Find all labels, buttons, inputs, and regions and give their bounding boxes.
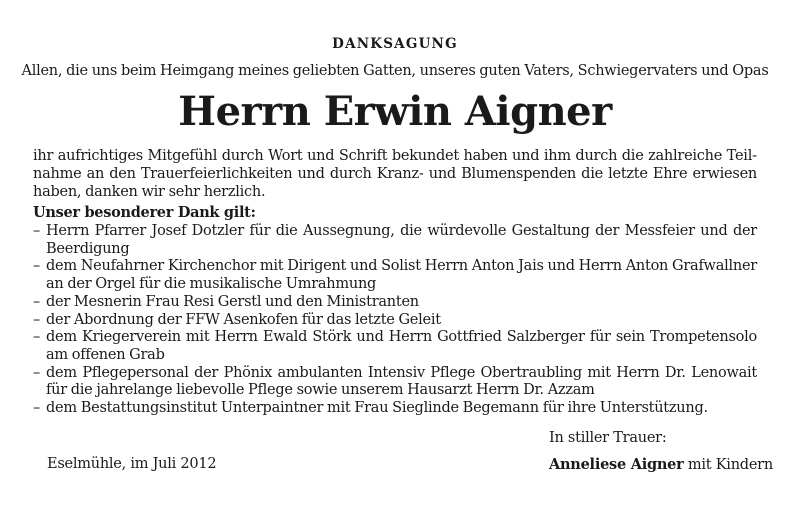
- list-dash: –: [33, 311, 40, 328]
- signature-suffix: mit Kindern: [687, 457, 773, 473]
- list-dash: –: [33, 258, 40, 275]
- list-dash: –: [33, 400, 40, 417]
- intro-text: Allen, die uns beim Heimgang meines geliebten Gatten, unseres guten Vaters, Schwiegervaters und Opas: [21, 63, 769, 79]
- list-dash: –: [33, 364, 40, 381]
- mourning-label: In stiller Trauer:: [549, 430, 667, 446]
- signature-name: Anneliese Aigner: [549, 456, 684, 473]
- special-thanks-list: [33, 223, 757, 418]
- list-item: [33, 312, 757, 330]
- notice-heading: DANKSAGUNG: [332, 36, 458, 52]
- list-item-text: dem Kriegerverein mit Herrn Ewald Störk und Herrn Gottfried Salzberger für sein Trompetensolo am offenen Grab: [46, 329, 757, 363]
- list-item: [33, 400, 757, 418]
- special-thanks-heading: Unser besonderer Dank gilt:: [33, 204, 256, 221]
- signature: [549, 456, 773, 473]
- list-item: [33, 294, 757, 312]
- place-date: Eselmühle, im Juli 2012: [47, 456, 217, 472]
- list-item-text: dem Pflegepersonal der Phönix ambulanten Intensiv Pflege Obertraubling mit Herrn Dr. Lenowait für die jahrelange liebevolle Pflege sowie unserem Hausarzt Herrn Dr. Azzam: [46, 364, 757, 399]
- list-item: [33, 258, 757, 293]
- list-dash: –: [33, 329, 40, 346]
- list-item: [33, 329, 757, 364]
- list-item-text: der Abordnung der FFW Asenkofen für das letzte Geleit: [46, 311, 441, 328]
- body-text: ihr aufrichtiges Mitgefühl durch Wort und Schrift bekundet haben und ihm durch die zahlreiche Teilnahme an den Trauerfeierlichkeiten und durch Kranz- und Blumenspenden die letzte Ehre erwiesen haben, danken wir sehr herzlich.: [33, 148, 757, 200]
- list-dash: –: [33, 223, 40, 239]
- list-item-text: dem Bestattungsinstitut Unterpaintner mit Frau Sieglinde Begemann für ihre Unterstützung.: [46, 400, 708, 417]
- list-dash: –: [33, 293, 40, 310]
- list-item: [33, 365, 757, 400]
- list-item: [33, 223, 757, 258]
- list-item-text: dem Neufahrner Kirchenchor mit Dirigent und Solist Herrn Anton Jais und Herrn Anton Grafwallner an der Orgel für die musikalische Umrahmung: [46, 258, 757, 293]
- list-item-text: der Mesnerin Frau Resi Gerstl und den Ministranten: [46, 293, 419, 310]
- deceased-name: Herrn Erwin Aigner: [178, 88, 612, 135]
- list-item-text: Herrn Pfarrer Josef Dotzler für die Aussegnung, die würdevolle Gestaltung der Messfeier und der Beerdigung: [46, 223, 757, 257]
